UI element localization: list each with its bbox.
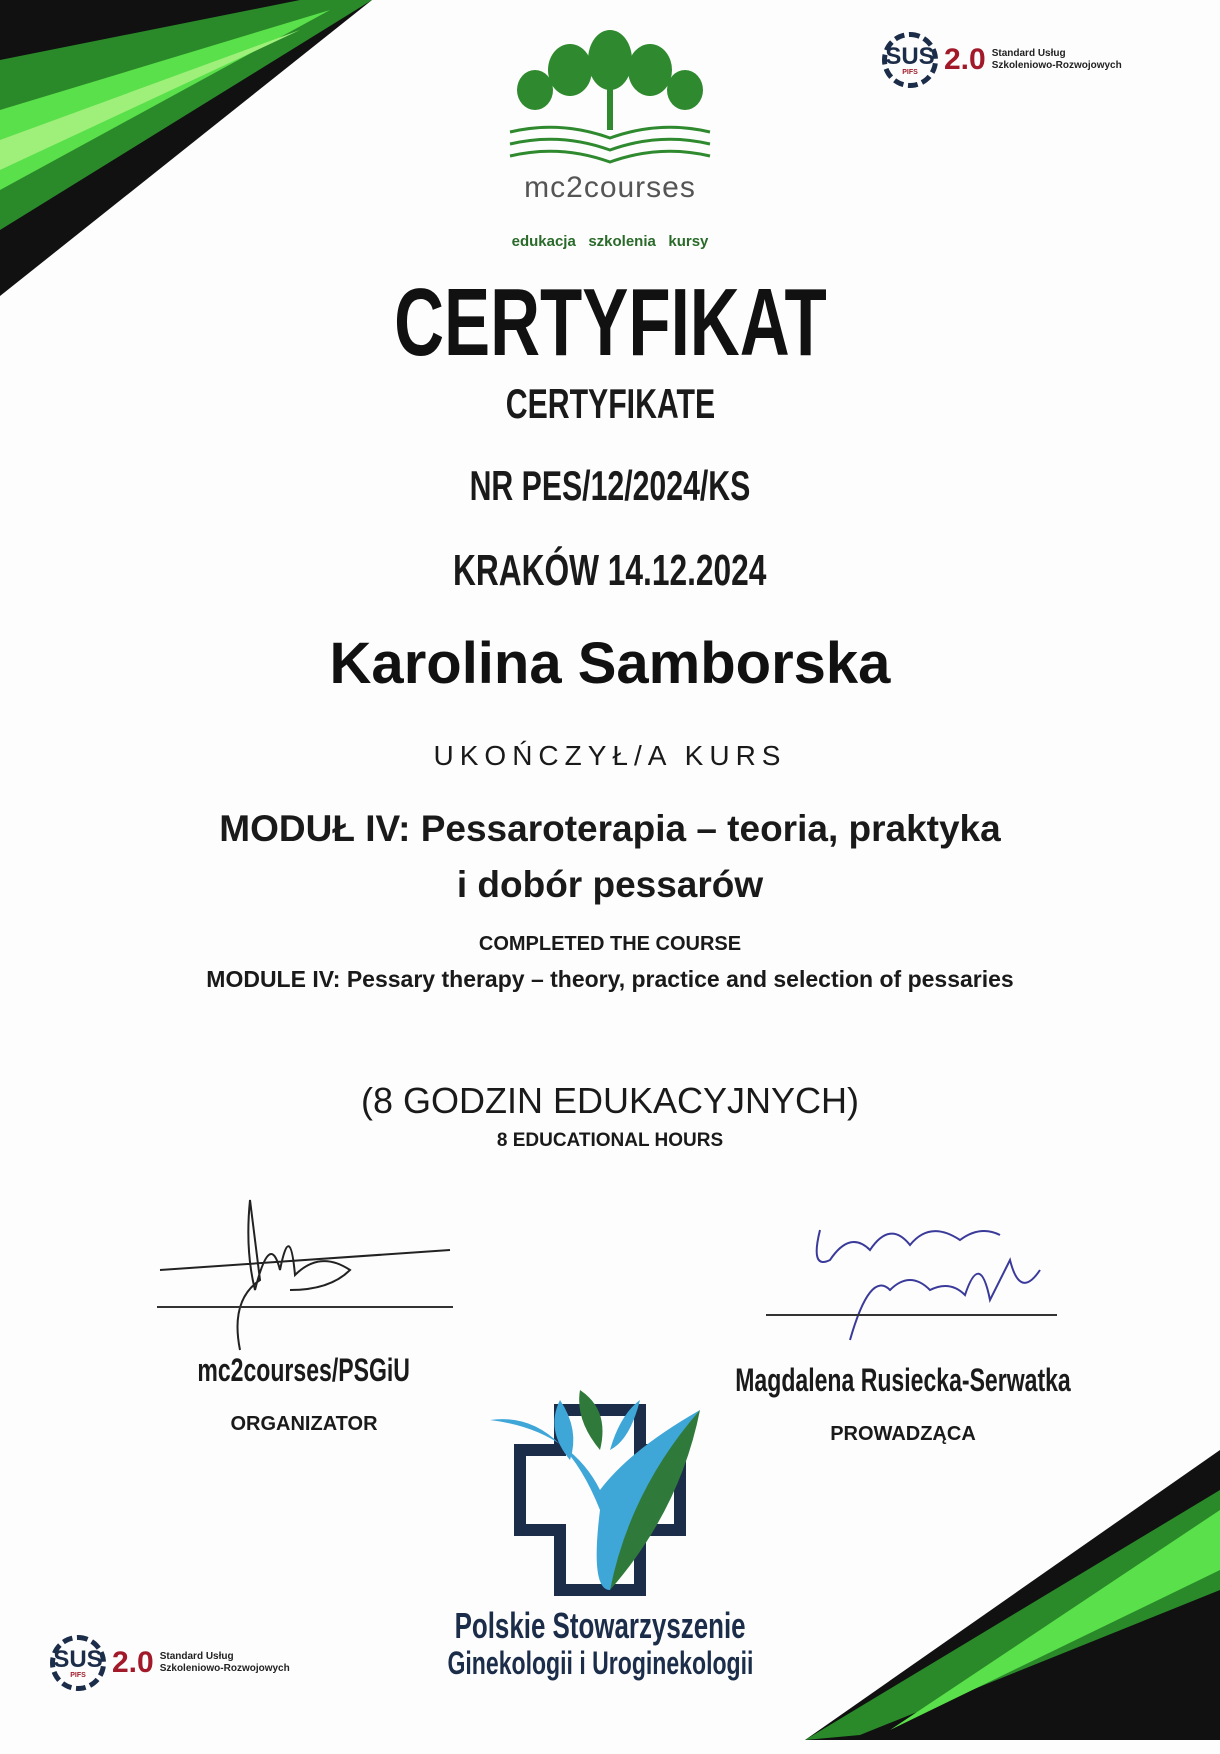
recipient-name: Karolina Samborska	[329, 631, 891, 696]
instructor-name: Magdalena Rusiecka-Serwatka	[735, 1362, 1071, 1398]
instructor-signature	[790, 1210, 1090, 1350]
sus-badge-top: SUS PIFS 2.0 Standard Usług Szkoleniowo-Rozwojowych	[882, 32, 1122, 88]
psgiu-logo-icon	[480, 1390, 720, 1610]
organizer-signature-line	[157, 1306, 453, 1308]
completed-label-pl: UKOŃCZYŁ/A KURS	[433, 740, 787, 771]
society-name-line1: Polskie Stowarzyszenie	[454, 1605, 746, 1646]
certificate-number: NR PES/12/2024/KS	[469, 462, 751, 509]
certificate-title-en: CERTYFIKATE	[505, 380, 715, 427]
corner-decoration-top-left	[0, 0, 380, 300]
instructor-role: PROWADZĄCA	[830, 1423, 976, 1445]
sus-logo-icon: SUS PIFS	[50, 1635, 106, 1691]
certificate-title: CERTYFIKAT	[393, 269, 827, 376]
hours-pl: (8 GODZIN EDUKACYJNYCH)	[360, 1080, 860, 1121]
corner-decoration-bottom-right	[800, 1450, 1220, 1754]
place-date: KRAKÓW 14.12.2024	[453, 546, 767, 595]
society-name-line2: Ginekologii i Uroginekologii	[447, 1645, 753, 1681]
organizer-signature	[150, 1190, 470, 1360]
brand-name: mc2courses	[524, 171, 696, 204]
course-title-pl-line2: i dobór pessarów	[456, 864, 764, 905]
completed-label-en: COMPLETED THE COURSE	[478, 933, 742, 955]
course-title-en: MODULE IV: Pessary therapy – theory, practice and selection of pessaries	[206, 966, 1014, 992]
sus-logo-icon: SUS PIFS	[882, 32, 938, 88]
organizer-name: mc2courses/PSGiU	[197, 1352, 411, 1388]
course-title-pl-line1: MODUŁ IV: Pessaroterapia – teoria, praktyka	[219, 808, 1001, 849]
hours-en: 8 EDUCATIONAL HOURS	[496, 1130, 724, 1151]
sus-badge-bottom: SUS PIFS 2.0 Standard Usług Szkoleniowo-Rozwojowych	[50, 1635, 290, 1691]
organizer-role: ORGANIZATOR	[230, 1413, 378, 1435]
tree-book-icon	[490, 20, 730, 170]
instructor-signature-line	[766, 1314, 1057, 1316]
mc2courses-logo	[470, 20, 750, 205]
tagline: edukacja szkolenia kursy	[511, 233, 709, 250]
